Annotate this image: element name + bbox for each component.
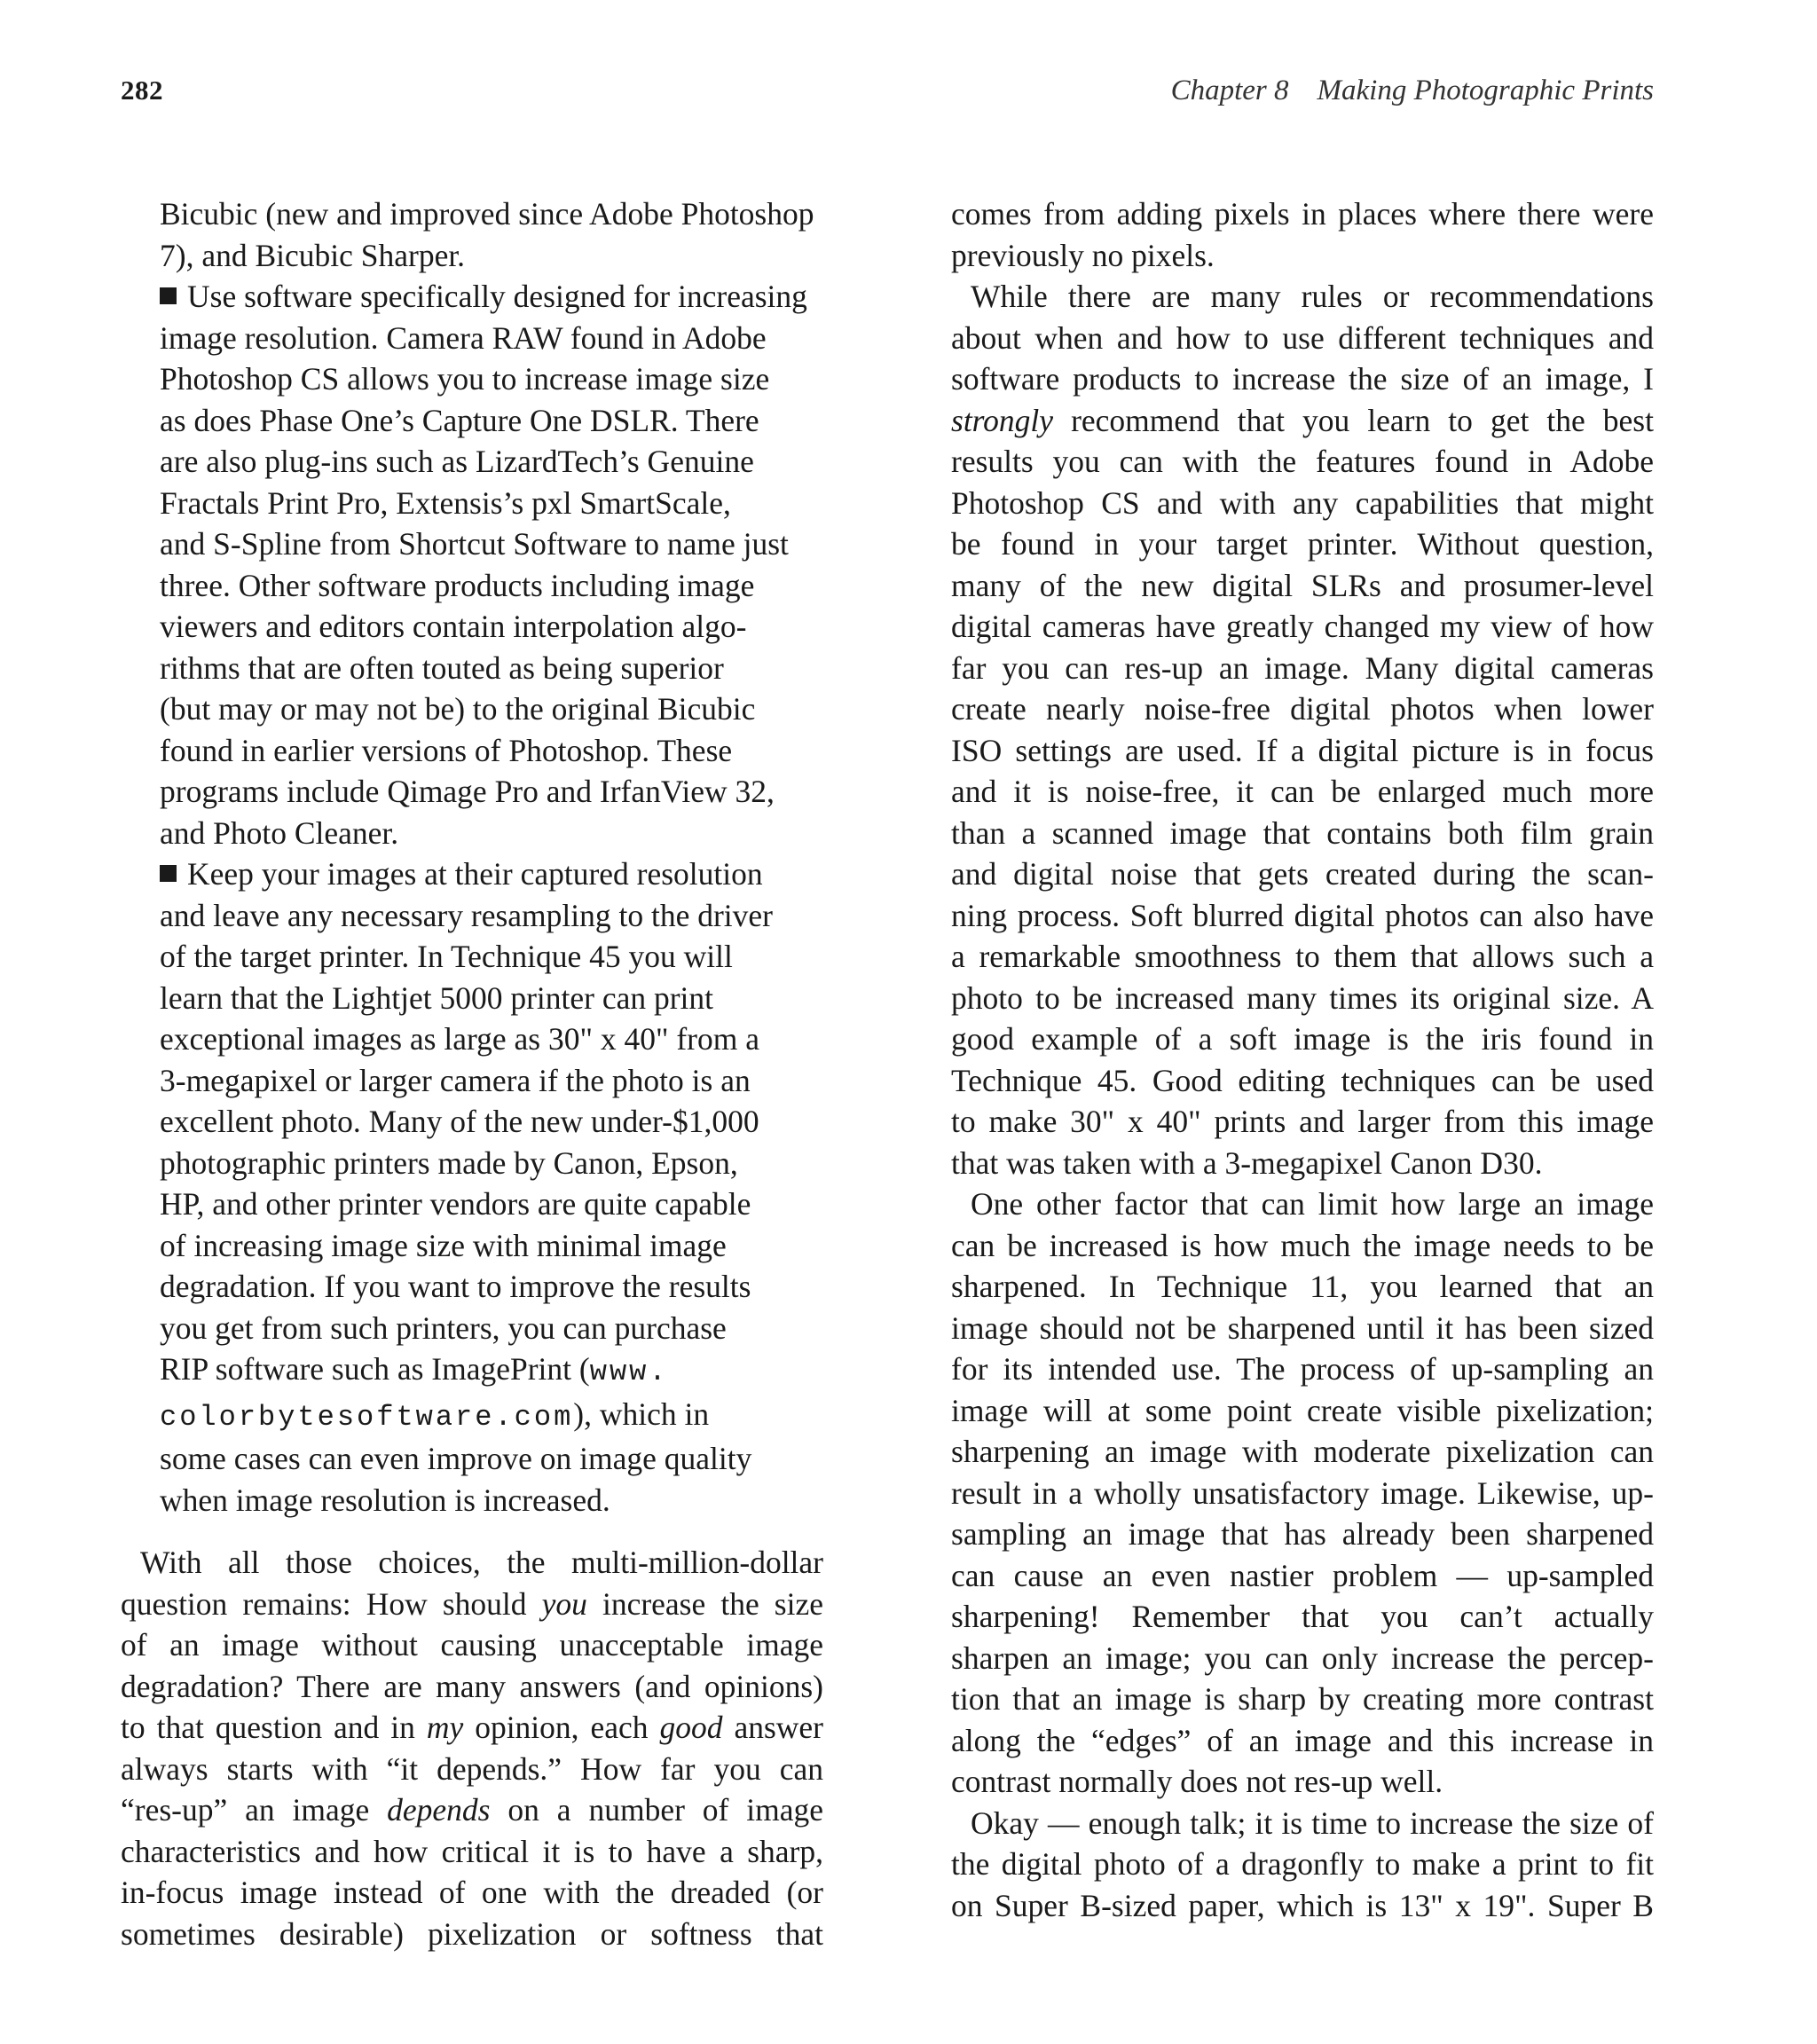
chapter-label: Chapter 8 [1170, 75, 1289, 106]
bullet-line: programs include Qimage Pro and IrfanView 32, [160, 774, 775, 809]
bullet-continuation: 7), and Bicubic Sharper. [160, 237, 466, 273]
bullet-square-icon [160, 287, 177, 304]
bullet-line: and Photo Cleaner. [160, 814, 399, 851]
running-head [1171, 75, 1654, 107]
bullet-continuation: Bicubic (new and improved since Adobe Photoshop [160, 196, 814, 232]
bullet-line: colorbytesoftware.com), which in [160, 1395, 710, 1434]
chapter-title: Making Photographic Prints [1317, 75, 1654, 106]
bullet-line: and leave any necessary resampling to the driver [160, 897, 773, 933]
bullet-line: learn that the Lightjet 5000 printer can print [160, 979, 714, 1016]
bullet-list [121, 193, 940, 1521]
bullet-line: photographic printers made by Canon, Epson, [160, 1144, 738, 1181]
bullet-line: exceptional images as large as 30" x 40" from a [160, 1021, 759, 1057]
bullet-line: viewers and editors contain interpolation algo- [160, 609, 747, 644]
bullet-line: excellent photo. Many of the new under-$1,000 [160, 1104, 759, 1139]
bullet-line: of the target printer. In Technique 45 you will [160, 939, 733, 974]
right-column [951, 193, 1654, 1926]
url-text: www. [589, 1356, 669, 1388]
bullet-line: some cases can even improve on image quality [160, 1441, 752, 1476]
bullet-line: image resolution. Camera RAW found in Adobe [160, 319, 767, 356]
bullet-line: of increasing image size with minimal image [160, 1227, 727, 1263]
bullet-line: are also plug-ins such as LizardTech’s Genuine [160, 444, 754, 479]
bullet-line: RIP software such as ImagePrint (www. [160, 1351, 669, 1388]
paragraph-sharpening: One other factor that can limit how large an image can be increased is how much the image needs to be sharpened. In Technique 11, you learned that an image should not be sharpened until it has been sized for its intended use. The process of up-sampling an image will at some point create visible pixelization; sharpening an image with moderate pixelization can result in a wholly unsatisfactory image. Likewise, up- sampling an image that has already been sharpened can cause an even nastier problem — up-sampled sharpening! Remember that you can’t actually sharpen an image; you can only increase the percep- tion that an image is sharp by creating more contrast along the “edges” of an image and this increase in contrast normally does not res-up well. [951, 1186, 1654, 1799]
bullet-line: when image resolution is increased. [160, 1482, 610, 1518]
url-text: colorbytesoftware.com [160, 1400, 574, 1434]
bullet-line: Fractals Print Pro, Extensis’s pxl SmartScale, [160, 484, 731, 521]
bullet-line: and S-Spline from Shortcut Software to name just [160, 526, 789, 562]
bullet-item-resolution: Keep your images at their captured resolution [160, 853, 940, 895]
bullet-line: (but may or may not be) to the original Bicubic [160, 691, 756, 727]
bullet-line: Photoshop CS allows you to increase image size [160, 361, 770, 397]
paragraph-continued: comes from adding pixels in places where there were previously no pixels. [951, 196, 1654, 273]
bullet-item-software: Use software specifically designed for increasing [160, 276, 940, 318]
bullet-line: rithms that are often touted as being superior [160, 649, 724, 686]
page-number: 282 [121, 75, 163, 106]
paragraph-recommendations: While there are many rules or recommendations about when and how to use different techniques and software products to increase the size of an image, I strongly recommend that you learn to get the best results you can with the features found in Adobe Photoshop CS and with any capabilities that might be found in your target printer. Without question, many of the new digital SLRs and prosumer-level digital cameras have greatly changed my view of how far you can res-up an image. Many digital cameras create nearly noise-free digital photos when lower ISO settings are used. If a digital picture is in focus and it is noise-free, it can be enlarged much more than a scanned image that contains both film grain and digital noise that gets created during the scan- ning process. Soft blurred digital photos can also have a remarkable smoothness to them that allows such a photo to be increased many times its original size. A good example of a soft image is the iris found in Technique 45. Good editing techniques can be used to make 30" x 40" prints and larger from this image that was taken with a 3-megapixel Canon D30. [951, 279, 1654, 1181]
bullet-line: as does Phase One’s Capture One DSLR. There [160, 402, 759, 438]
bullet-line: three. Other software products including image [160, 567, 755, 603]
paragraph-okay: Okay — enough talk; it is time to increase the size of the digital photo of a dragonfly to make a print to fit on Super B-sized paper, which is 13" x 19". Super B [951, 1804, 1654, 1923]
left-column [121, 193, 823, 1954]
bullet-line: degradation. If you want to improve the results [160, 1269, 751, 1304]
bullet-line: found in earlier versions of Photoshop. These [160, 732, 733, 768]
bullet-line: HP, and other printer vendors are quite capable [160, 1186, 751, 1222]
bullet-line: 3-megapixel or larger camera if the photo is an [160, 1062, 751, 1098]
bullet-square-icon [160, 865, 177, 882]
page-header [121, 75, 1654, 119]
paragraph-choices: With all those choices, the multi-million-dollar question remains: How should you increase the size of an image without causing unacceptable image degradation? There are many answers (and opinions) to that question and in my opinion, each good answer always starts with “it depends.” How far you can “res-up” an image depends on a number of image characteristics and how critical it is to have a sharp, in-focus image instead of one with the dreaded (or sometimes desirable) pixelization or softness that [121, 1545, 823, 1952]
bullet-line: you get from such printers, you can purchase [160, 1309, 727, 1346]
